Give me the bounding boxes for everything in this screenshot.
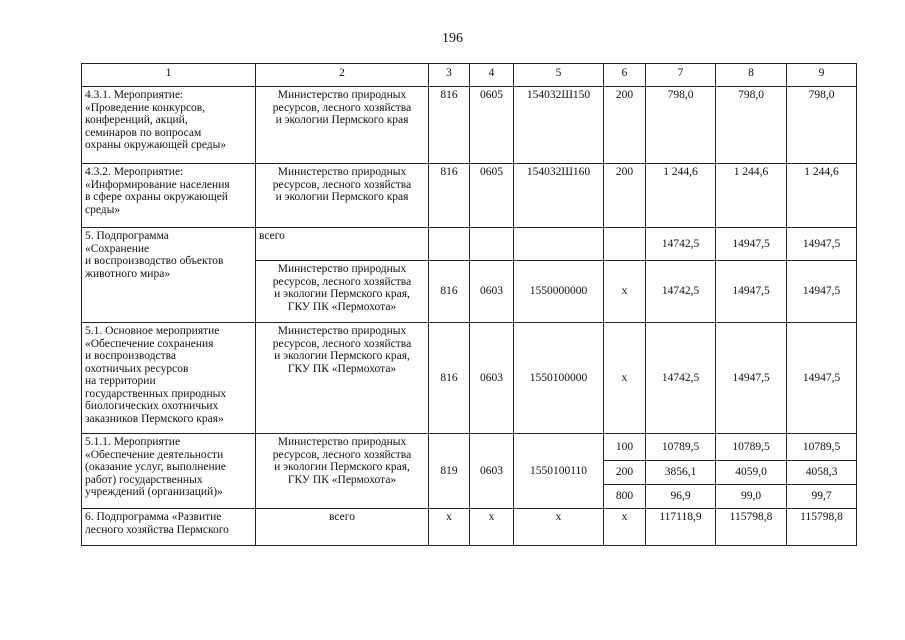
cell-grbs: 819	[429, 434, 470, 509]
cell-year1: 3856,1	[646, 461, 716, 485]
row-org: Министерство природных ресурсов, лесного хозяйства и экологии Пермского края	[256, 87, 429, 164]
row-name: 4.3.1. Мероприятие: «Проведение конкурсов, конференций, акций, семинаров по вопросам охраны окружающей среды»	[82, 87, 256, 164]
cell-year2: 10789,5	[716, 434, 787, 461]
cell-section: 0603	[470, 323, 514, 434]
cell-year2: 14947,5	[716, 228, 787, 261]
cell-grbs	[429, 228, 470, 261]
cell-target: х	[514, 509, 604, 546]
table-row	[82, 164, 857, 228]
cell-year2: 798,0	[716, 87, 787, 164]
cell-year2: 14947,5	[716, 323, 787, 434]
header-cell: 3	[429, 64, 470, 87]
cell-year3: 1 244,6	[787, 164, 857, 228]
cell-grbs: 816	[429, 164, 470, 228]
row-name: 4.3.2. Мероприятие: «Информирование населения в сфере охраны окружающей среды»	[82, 164, 256, 228]
row-org: Министерство природных ресурсов, лесного хозяйства и экологии Пермского края	[256, 164, 429, 228]
cell-year2: 4059,0	[716, 461, 787, 485]
header-cell: 6	[604, 64, 646, 87]
cell-year3: 14947,5	[787, 261, 857, 323]
cell-year1: 14742,5	[646, 261, 716, 323]
cell-grbs: 816	[429, 323, 470, 434]
table-row	[82, 87, 857, 164]
cell-year1: 14742,5	[646, 323, 716, 434]
cell-target: 154032Ш150	[514, 87, 604, 164]
cell-expense-type: 800	[604, 485, 646, 509]
cell-expense-type: х	[604, 323, 646, 434]
row-name: 5.1. Основное мероприятие «Обеспечение сохранения и воспроизводства охотничьих ресурсов на территории государственных природных биологических охотничьих заказников Пермского края»	[82, 323, 256, 434]
header-cell: 7	[646, 64, 716, 87]
cell-section: 0605	[470, 87, 514, 164]
cell-expense-type: 100	[604, 434, 646, 461]
cell-target	[514, 228, 604, 261]
row-org: Министерство природных ресурсов, лесного хозяйства и экологии Пермского края, ГКУ ПК «Пермохота»	[256, 434, 429, 509]
row-org: Министерство природных ресурсов, лесного хозяйства и экологии Пермского края, ГКУ ПК «Пермохота»	[256, 323, 429, 434]
cell-grbs: 816	[429, 87, 470, 164]
header-row	[82, 64, 857, 87]
cell-grbs: х	[429, 509, 470, 546]
cell-expense-type: 200	[604, 164, 646, 228]
cell-year3: 14947,5	[787, 228, 857, 261]
cell-year1: 117118,9	[646, 509, 716, 546]
cell-section: 0603	[470, 434, 514, 509]
cell-target: 1550000000	[514, 261, 604, 323]
header-cell: 1	[82, 64, 256, 87]
header-cell: 4	[470, 64, 514, 87]
cell-target: 154032Ш160	[514, 164, 604, 228]
cell-expense-type: 200	[604, 87, 646, 164]
row-org: Министерство природных ресурсов, лесного хозяйства и экологии Пермского края, ГКУ ПК «Пермохота»	[256, 261, 429, 323]
header-cell: 9	[787, 64, 857, 87]
cell-section: 0603	[470, 261, 514, 323]
cell-expense-type: х	[604, 261, 646, 323]
cell-target: 1550100110	[514, 434, 604, 509]
cell-year3: 14947,5	[787, 323, 857, 434]
row-org: всего	[256, 509, 429, 546]
budget-table	[81, 63, 857, 546]
cell-year2: 99,0	[716, 485, 787, 509]
cell-section: х	[470, 509, 514, 546]
cell-year3: 115798,8	[787, 509, 857, 546]
cell-grbs: 816	[429, 261, 470, 323]
cell-year2: 115798,8	[716, 509, 787, 546]
row-name: 6. Подпрограмма «Развитие лесного хозяйства Пермского	[82, 509, 256, 546]
cell-year3: 4058,3	[787, 461, 857, 485]
cell-year2: 14947,5	[716, 261, 787, 323]
header-cell: 2	[256, 64, 429, 87]
cell-year3: 798,0	[787, 87, 857, 164]
row-name: 5. Подпрограмма «Сохранение и воспроизводство объектов животного мира»	[82, 228, 256, 323]
table-row	[82, 509, 857, 546]
cell-target: 1550100000	[514, 323, 604, 434]
page-number: 196	[442, 31, 463, 46]
cell-year1: 798,0	[646, 87, 716, 164]
cell-expense-type: х	[604, 509, 646, 546]
row-total-label: всего	[256, 228, 429, 261]
cell-year1: 1 244,6	[646, 164, 716, 228]
table-row	[82, 323, 857, 434]
cell-section: 0605	[470, 164, 514, 228]
row-name: 5.1.1. Мероприятие «Обеспечение деятельности (оказание услуг, выполнение работ) государственных учреждений (организаций)»	[82, 434, 256, 509]
cell-year1: 10789,5	[646, 434, 716, 461]
header-cell: 5	[514, 64, 604, 87]
cell-year3: 99,7	[787, 485, 857, 509]
cell-section	[470, 228, 514, 261]
cell-year2: 1 244,6	[716, 164, 787, 228]
cell-expense-type: 200	[604, 461, 646, 485]
table-row	[82, 434, 857, 461]
cell-year3: 10789,5	[787, 434, 857, 461]
cell-expense-type	[604, 228, 646, 261]
cell-year1: 14742,5	[646, 228, 716, 261]
cell-year1: 96,9	[646, 485, 716, 509]
table-row	[82, 228, 857, 261]
header-cell: 8	[716, 64, 787, 87]
